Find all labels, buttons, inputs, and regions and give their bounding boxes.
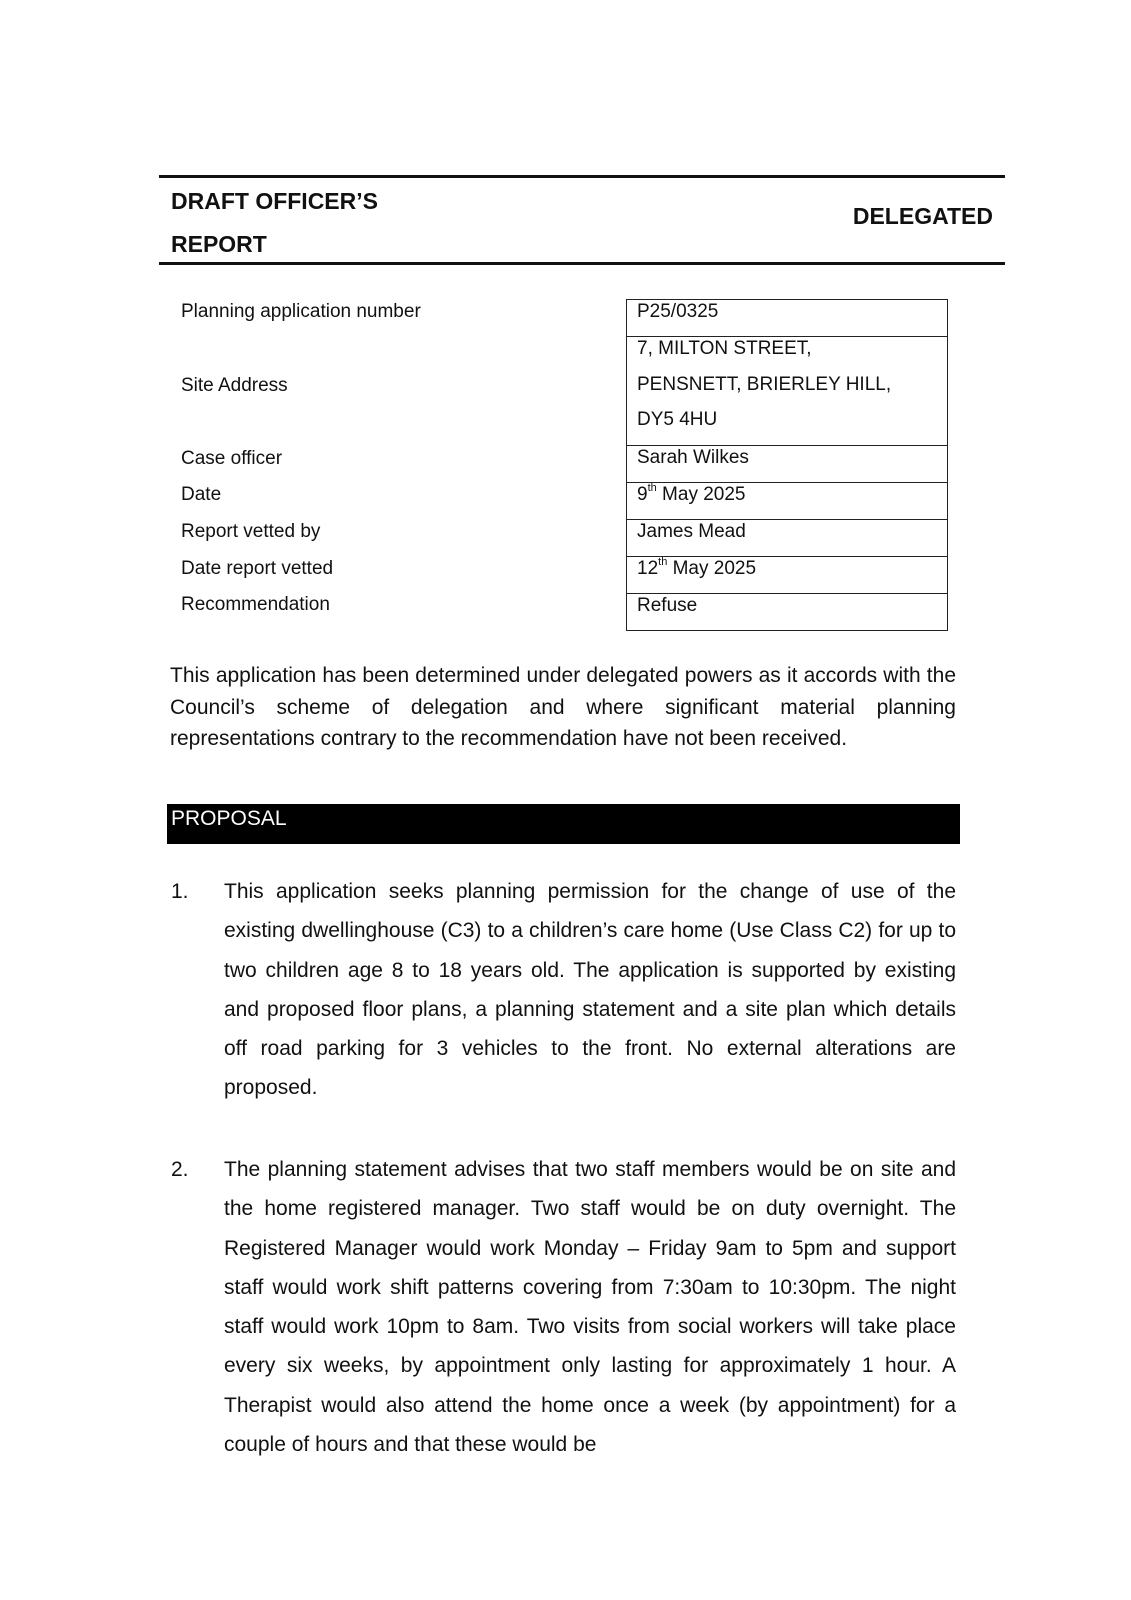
paragraph-text: The planning statement advises that two staff members would be on site and the home registered manager. Two staff would be on duty overnight. The Registered Manager would work Monday – Friday 9am to 5pm and support staff would work shift patterns covering from 7:30am to 10:30pm. The night staff would work 10pm to 8am. Two visits from social workers will take place every six weeks, by appointment only lasting for approximately 1 hour. A Therapist would also attend the home once a week (by appointment) for a couple of hours and that these would be bbox=[224, 1158, 956, 1457]
case-officer-value: Sarah Wilkes bbox=[637, 447, 749, 468]
site-address-line3: DY5 4HU bbox=[637, 409, 718, 430]
report-header bbox=[159, 175, 1005, 265]
recommendation-value: Refuse bbox=[637, 595, 698, 616]
date-label: Date bbox=[181, 484, 222, 505]
site-address-line2: PENSNETT, BRIERLEY HILL, bbox=[637, 374, 892, 395]
application-number-cell bbox=[626, 299, 948, 337]
recommendation-label: Recommendation bbox=[181, 594, 330, 615]
report-title-line1: DRAFT OFFICER’S bbox=[171, 188, 378, 214]
date-vetted-value: 12th May 2025 bbox=[637, 556, 757, 579]
date-value: 9th May 2025 bbox=[637, 482, 746, 505]
report-title-line2: REPORT bbox=[171, 231, 267, 257]
delegated-status: DELEGATED bbox=[852, 203, 993, 229]
vetted-by-label: Report vetted by bbox=[181, 521, 321, 542]
paragraph-number: 1. bbox=[171, 880, 189, 903]
date-vetted-label: Date report vetted bbox=[181, 558, 334, 579]
case-officer-label: Case officer bbox=[181, 448, 283, 469]
vetted-by-value: James Mead bbox=[637, 521, 746, 542]
vetted-by-cell bbox=[626, 519, 948, 557]
site-address-label: Site Address bbox=[181, 375, 288, 396]
paragraph-text: This application seeks planning permission for the change of use of the existing dwellinghouse (C3) to a children’s care home (Use Class C2) for up to two children age 8 to 18 years old. The application is supported by existing and proposed floor plans, a planning statement and a site plan which details off road parking for 3 vehicles to the front. No external alterations are proposed. bbox=[224, 880, 956, 1100]
case-officer-cell bbox=[626, 445, 948, 483]
section-heading-proposal: PROPOSAL bbox=[167, 804, 960, 844]
application-number-label: Planning application number bbox=[181, 301, 421, 322]
date-cell bbox=[626, 482, 948, 520]
application-number-value: P25/0325 bbox=[637, 301, 719, 322]
paragraph-number: 2. bbox=[171, 1158, 189, 1181]
report-title bbox=[171, 180, 378, 266]
site-address-line1: 7, MILTON STREET, bbox=[637, 338, 812, 359]
site-address-cell bbox=[626, 336, 948, 446]
recommendation-cell bbox=[626, 593, 948, 631]
intro-paragraph: This application has been determined under delegated powers as it accords with the Council’s scheme of delegation and where significant material planning representations contrary to the recommendation have not been received. bbox=[170, 664, 956, 750]
date-vetted-cell bbox=[626, 556, 948, 594]
